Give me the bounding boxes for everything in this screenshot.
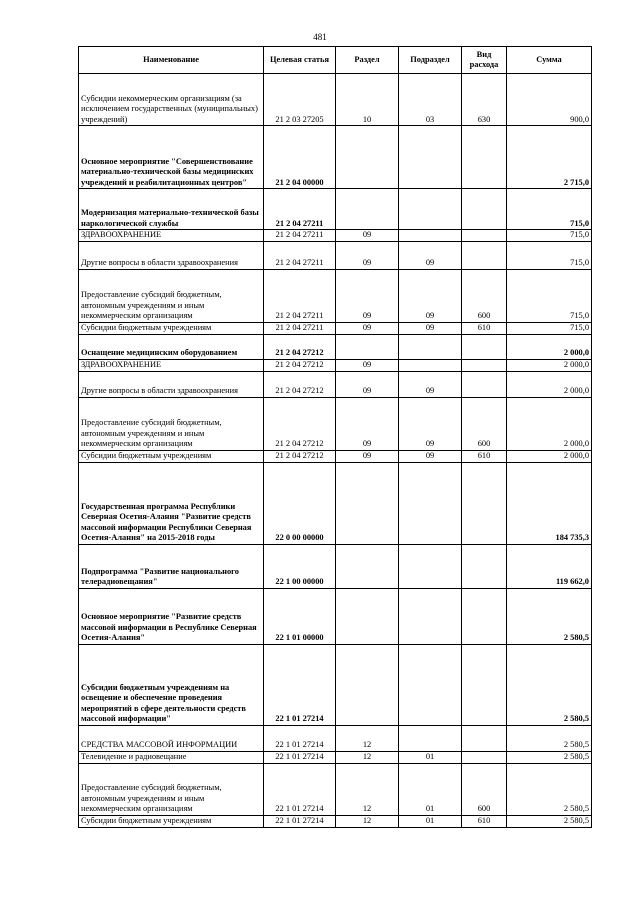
cell-type: 600	[462, 397, 507, 450]
cell-subsection: 09	[399, 241, 462, 269]
table-row	[79, 588, 592, 644]
table-row	[79, 544, 592, 588]
cell-code: 21 2 04 27211	[264, 322, 336, 334]
table-row	[79, 126, 592, 189]
cell-sum: 715,0	[507, 230, 592, 242]
table-row	[79, 763, 592, 815]
cell-code: 22 1 01 27214	[264, 815, 336, 827]
cell-sum: 2 580,5	[507, 751, 592, 763]
cell-code: 22 0 00 00000	[264, 462, 336, 544]
cell-name: Другие вопросы в области здравоохранения	[79, 241, 264, 269]
cell-section: 09	[336, 230, 399, 242]
header-sum: Сумма	[507, 47, 592, 74]
cell-sum: 2 000,0	[507, 334, 592, 359]
cell-name: Основное мероприятие "Совершенствование материально-технической базы медицинских учреждений и реабилитационных центров"	[79, 126, 264, 189]
cell-subsection: 01	[399, 763, 462, 815]
cell-type	[462, 544, 507, 588]
cell-name: Основное мероприятие "Развитие средств массовой информации в Республике Северная Осетия-Алания"	[79, 588, 264, 644]
cell-name: Подпрограмма "Развитие национального телерадиовещания"	[79, 544, 264, 588]
cell-type	[462, 230, 507, 242]
cell-subsection	[399, 462, 462, 544]
cell-code: 22 1 01 27214	[264, 644, 336, 725]
cell-code: 21 2 04 27212	[264, 450, 336, 462]
table-row	[79, 189, 592, 230]
cell-code: 22 1 01 27214	[264, 751, 336, 763]
cell-subsection	[399, 359, 462, 371]
cell-section: 12	[336, 815, 399, 827]
table-row	[79, 815, 592, 827]
cell-type	[462, 644, 507, 725]
cell-sum: 715,0	[507, 241, 592, 269]
cell-type	[462, 751, 507, 763]
cell-subsection	[399, 544, 462, 588]
cell-sum: 2 580,5	[507, 588, 592, 644]
cell-subsection	[399, 126, 462, 189]
cell-section: 09	[336, 269, 399, 322]
cell-subsection: 01	[399, 815, 462, 827]
cell-name: Государственная программа Республики Северная Осетия-Алания "Развитие средств массовой информации Республики Северная Осетия-Алания" на 2015-2018 годы	[79, 462, 264, 544]
cell-section: 09	[336, 359, 399, 371]
cell-code: 21 2 04 00000	[264, 126, 336, 189]
table-row	[79, 371, 592, 397]
cell-subsection: 01	[399, 751, 462, 763]
cell-type: 600	[462, 269, 507, 322]
cell-section: 09	[336, 450, 399, 462]
cell-name: Субсидии бюджетным учреждениям	[79, 450, 264, 462]
cell-code: 22 1 01 27214	[264, 763, 336, 815]
cell-section	[336, 644, 399, 725]
cell-subsection	[399, 725, 462, 751]
cell-type	[462, 725, 507, 751]
cell-name: Субсидии бюджетным учреждениям	[79, 815, 264, 827]
cell-type	[462, 126, 507, 189]
cell-type	[462, 334, 507, 359]
cell-sum: 715,0	[507, 269, 592, 322]
header-name: Наименование	[79, 47, 264, 74]
cell-sum: 2 715,0	[507, 126, 592, 189]
cell-type	[462, 189, 507, 230]
cell-subsection	[399, 588, 462, 644]
header-row	[79, 47, 592, 74]
header-section: Раздел	[336, 47, 399, 74]
cell-name: Предоставление субсидий бюджетным, автономным учреждениям и иным некоммерческим организациям	[79, 763, 264, 815]
cell-section: 09	[336, 241, 399, 269]
cell-section	[336, 588, 399, 644]
cell-name: Предоставление субсидий бюджетным, автономным учреждениям и иным некоммерческим организациям	[79, 269, 264, 322]
cell-name: ЗДРАВООХРАНЕНИЕ	[79, 230, 264, 242]
cell-section: 09	[336, 322, 399, 334]
table-row	[79, 334, 592, 359]
cell-sum: 715,0	[507, 189, 592, 230]
cell-code: 21 2 04 27211	[264, 269, 336, 322]
cell-subsection	[399, 644, 462, 725]
cell-type	[462, 359, 507, 371]
cell-section: 12	[336, 725, 399, 751]
cell-section: 09	[336, 397, 399, 450]
cell-subsection: 09	[399, 450, 462, 462]
cell-sum: 2 580,5	[507, 725, 592, 751]
cell-subsection: 09	[399, 269, 462, 322]
cell-name: СРЕДСТВА МАССОВОЙ ИНФОРМАЦИИ	[79, 725, 264, 751]
page-number: 481	[313, 32, 327, 42]
cell-subsection: 09	[399, 322, 462, 334]
cell-subsection: 09	[399, 371, 462, 397]
header-type: Вид расхода	[462, 47, 507, 74]
cell-code: 21 2 04 27212	[264, 397, 336, 450]
table-row	[79, 359, 592, 371]
table-body	[79, 74, 592, 828]
cell-code: 21 2 04 27211	[264, 230, 336, 242]
cell-type	[462, 241, 507, 269]
cell-sum: 715,0	[507, 322, 592, 334]
cell-type: 610	[462, 322, 507, 334]
header-code: Целевая статья	[264, 47, 336, 74]
table-row	[79, 230, 592, 242]
cell-sum: 2 000,0	[507, 450, 592, 462]
cell-type	[462, 588, 507, 644]
cell-subsection: 09	[399, 397, 462, 450]
table-row	[79, 397, 592, 450]
cell-section: 12	[336, 763, 399, 815]
cell-name: Модернизация материально-технической базы наркологической службы	[79, 189, 264, 230]
cell-name: Другие вопросы в области здравоохранения	[79, 371, 264, 397]
cell-name: ЗДРАВООХРАНЕНИЕ	[79, 359, 264, 371]
cell-sum: 2 580,5	[507, 644, 592, 725]
cell-sum: 900,0	[507, 74, 592, 126]
cell-code: 22 1 01 27214	[264, 725, 336, 751]
cell-section	[336, 126, 399, 189]
cell-code: 22 1 00 00000	[264, 544, 336, 588]
cell-sum: 119 662,0	[507, 544, 592, 588]
cell-sum: 2 580,5	[507, 763, 592, 815]
cell-type: 610	[462, 815, 507, 827]
cell-section	[336, 334, 399, 359]
cell-code: 21 2 03 27205	[264, 74, 336, 126]
cell-subsection	[399, 230, 462, 242]
table-row	[79, 241, 592, 269]
table-row	[79, 322, 592, 334]
table-row	[79, 725, 592, 751]
cell-type	[462, 371, 507, 397]
cell-name: Предоставление субсидий бюджетным, автономным учреждениям и иным некоммерческим организациям	[79, 397, 264, 450]
table-row	[79, 751, 592, 763]
table-row	[79, 450, 592, 462]
cell-type: 610	[462, 450, 507, 462]
cell-code: 21 2 04 27211	[264, 241, 336, 269]
cell-type	[462, 462, 507, 544]
table-row	[79, 462, 592, 544]
cell-subsection	[399, 334, 462, 359]
cell-name: Оснащение медицинским оборудованием	[79, 334, 264, 359]
cell-code: 21 2 04 27212	[264, 334, 336, 359]
cell-name: Субсидии бюджетным учреждениям на освещение и обеспечение проведения мероприятий в сфере деятельности средств массовой информации"	[79, 644, 264, 725]
cell-sum: 184 735,3	[507, 462, 592, 544]
cell-section	[336, 544, 399, 588]
cell-section	[336, 189, 399, 230]
cell-sum: 2 000,0	[507, 359, 592, 371]
cell-name: Телевидение и радиовещание	[79, 751, 264, 763]
table-row	[79, 644, 592, 725]
cell-code: 21 2 04 27212	[264, 371, 336, 397]
cell-name: Субсидии бюджетным учреждениям	[79, 322, 264, 334]
cell-type: 600	[462, 763, 507, 815]
cell-subsection	[399, 189, 462, 230]
cell-code: 22 1 01 00000	[264, 588, 336, 644]
cell-section: 09	[336, 371, 399, 397]
cell-section	[336, 462, 399, 544]
cell-code: 21 2 04 27212	[264, 359, 336, 371]
cell-section: 10	[336, 74, 399, 126]
cell-section: 12	[336, 751, 399, 763]
budget-table	[78, 46, 592, 828]
cell-type: 630	[462, 74, 507, 126]
cell-code: 21 2 04 27211	[264, 189, 336, 230]
header-subsection: Подраздел	[399, 47, 462, 74]
cell-sum: 2 000,0	[507, 397, 592, 450]
cell-name: Субсидии некоммерческим организациям (за исключением государственных (муниципальных) учреждений)	[79, 74, 264, 126]
cell-sum: 2 580,5	[507, 815, 592, 827]
cell-sum: 2 000,0	[507, 371, 592, 397]
cell-subsection: 03	[399, 74, 462, 126]
table-row	[79, 74, 592, 126]
table-row	[79, 269, 592, 322]
